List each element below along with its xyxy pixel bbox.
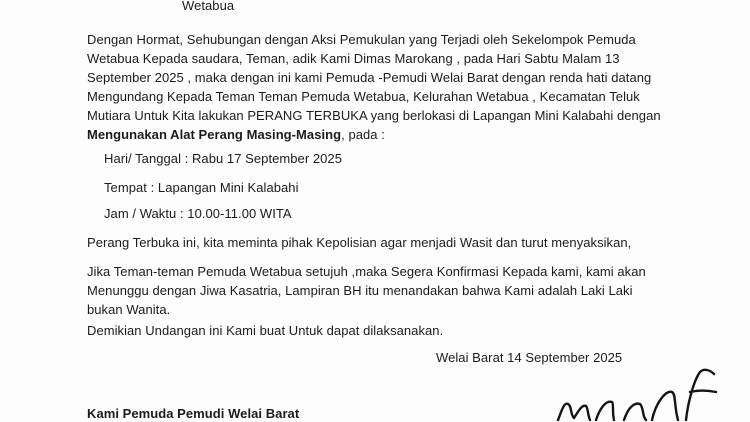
- paragraph1-line-6-tail: , pada :: [341, 127, 385, 142]
- detail-place: Tempat : Lapangan Mini Kalabahi: [104, 180, 299, 195]
- paragraph3-line-1: Jika Teman-teman Pemuda Wetabua setujuh ,maka Segera Konfirmasi Kepada kami, kami akan: [87, 264, 646, 279]
- sender-name: Kami Pemuda Pemudi Welai Barat: [87, 406, 300, 421]
- paragraph3-line-2: Menunggu dengan Jiwa Kasatria, Lampiran BH itu menandakan bahwa Kami adalah Laki Laki: [87, 283, 633, 298]
- top-fragment: Wetabua: [182, 0, 235, 13]
- paragraph1-line-6: [87, 125, 385, 144]
- paragraph1-line-5: Mutiara Untuk Kita lakukan PERANG TERBUKA yang berlokasi di Lapangan Mini Kalabahi dengan: [87, 108, 661, 123]
- paragraph1-line-1: Dengan Hormat, Sehubungan dengan Aksi Pemukulan yang Terjadi oleh Sekelompok Pemuda: [87, 32, 636, 47]
- handwritten-signature: [548, 362, 723, 422]
- paragraph3-line-3: bukan Wanita.: [87, 302, 171, 317]
- place-date: Welai Barat 14 September 2025: [436, 350, 623, 365]
- detail-time: Jam / Waktu : 10.00-11.00 WITA: [104, 206, 292, 221]
- paragraph1-line-4: Mengundang Kepada Teman Teman Pemuda Wetabua, Kelurahan Wetabua , Kecamatan Teluk: [87, 89, 640, 104]
- paragraph1-line-3: September 2025 , maka dengan ini kami Pemuda -Pemudi Welai Barat dengan renda hati datang: [87, 70, 652, 85]
- paragraph2: Perang Terbuka ini, kita meminta pihak Kepolisian agar menjadi Wasit dan turut menyaksikan,: [87, 235, 632, 250]
- paragraph1-line-2: Wetabua Kepada saudara, Teman, adik Kami Dimas Marokang , pada Hari Sabtu Malam 13: [87, 51, 620, 66]
- detail-date: Hari/ Tanggal : Rabu 17 September 2025: [104, 151, 342, 166]
- weapons-clause: Mengunakan Alat Perang Masing-Masing: [87, 127, 342, 142]
- closing-sentence: Demikian Undangan ini Kami buat Untuk dapat dilaksanakan.: [87, 323, 444, 338]
